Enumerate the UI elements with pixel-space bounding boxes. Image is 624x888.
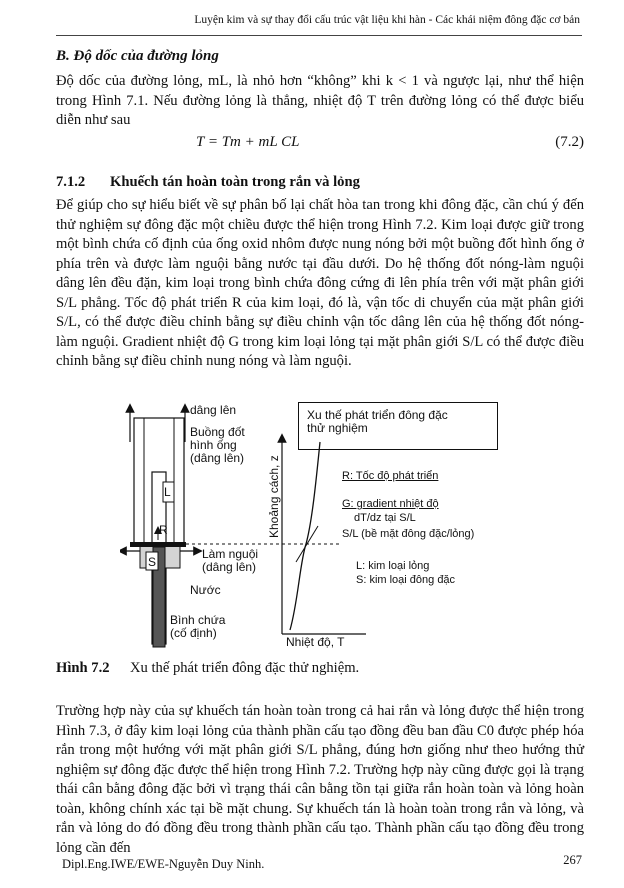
figure-title-box	[298, 402, 498, 450]
equation-row	[56, 134, 584, 154]
running-header: Luyện kim và sự thay đổi cấu trúc vật liệu khi hàn - Các khái niệm đông đặc cơ bản	[194, 14, 580, 26]
subsection-number: 7.1.2	[56, 174, 86, 190]
furnace-label: Buồng đốt hình ống (dâng lên)	[190, 425, 245, 465]
interface-bar	[130, 542, 186, 547]
legend-R: R: Tốc độ phát triển	[342, 470, 439, 482]
label-S: S	[148, 555, 157, 569]
section-heading: B. Độ dốc của đường lỏng	[56, 48, 219, 64]
figure-caption	[56, 660, 359, 677]
paragraph-text: Độ dốc của đường lỏng, mL, là nhỏ hơn “không” khi k < 1 và ngược lại, như thể hiện trong Hình 7.1. Nếu đường lỏng là thẳng, nhiệt độ T trên đường lỏng có thể được biểu diễn như sau	[56, 73, 584, 128]
figure-box-title: Xu thế phát triển đông đặc thử nghiệm	[307, 408, 448, 435]
footer-author: Dipl.Eng.IWE/EWE-Nguyễn Duy Ninh.	[62, 857, 265, 871]
water-label: Nước	[190, 583, 221, 597]
figure-7-2	[120, 402, 520, 652]
label-L: L	[164, 485, 171, 499]
caption-label: Hình 7.2	[56, 660, 110, 676]
header-rule	[56, 35, 582, 36]
label-R: R	[159, 523, 168, 537]
x-axis-label: Nhiệt độ, T	[286, 635, 345, 649]
subsection-heading	[56, 174, 360, 191]
paragraph-text: Để giúp cho sự hiểu biết về sự phân bố lại chất hòa tan trong khi đông đặc, cần chú ý đến thử nghiệm sự đông đặc một chiều được thể hiện trong Hình 7.2. Kim loại được giữ trong một bình chứa cố định của ống oxid nhôm được nung nóng bởi một buồng đốt hình ống ở phía trên và được làm nguội bằng nước tại đầu dưới. Do hệ thống đốt nóng-làm nguội dâng lên đều đặn, kim loại trong bình chứa đông cứng đi lên phía trên với mặt phân giới S/L phẳng. Tốc độ phát triển R của kim loại, đó là, vận tốc di chuyển của mặt phân giới S/L, có thể được điều chỉnh bằng sự điều chỉnh vận tốc dâng lên của hệ thống đốt nóng-làm nguội. Gradient nhiệt độ G trong kim loại lỏng tại mặt phân giới S/L có thể được điều chỉnh bằng sự điều chỉnh nung nóng và làm nguội.	[56, 197, 584, 369]
rise-label: dâng lên	[190, 403, 237, 417]
page-number: 267	[563, 853, 582, 867]
legend-G: G: gradient nhiệt độ	[342, 498, 439, 510]
legend-G-detail: dT/dz tại S/L	[354, 512, 416, 524]
section-b-paragraph	[56, 72, 584, 131]
paragraph-text: Trường hợp này của sự khuếch tán hoàn toàn trong cả hai rắn và lỏng được thể hiện trong Hình 7.3, ở đây kim loại lỏng của thành phần cấu tạo đồng đều ban đầu C0 được phép hóa rắn trong một hướng với mặt phân giới S/L phẳng, đúng hơn giống như theo hướng thử nghiệm sự đông đặc được thể hiện trong Hình 7.2. Trường hợp này cũng được gọi là trạng thái cân bằng đông đặc bởi vì trạng thái cân bằng tồn tại giữa rắn hoàn toàn và lỏng hoàn toàn, không chính xác tại bề mặt chung. Sự khuếch tán là hoàn toàn trong rắn và lỏng, và rắn và lỏng do đó đồng đều trong thành phần cấu tạo. Thành phần cấu tạo đồng đều trong lỏng cần đến	[56, 703, 584, 856]
container-label: Bình chứa (cố định)	[170, 613, 226, 640]
legend-SL: S/L (bề mặt đông đặc/lỏng)	[342, 528, 475, 540]
y-axis-label: Khoảng cách, z	[267, 455, 281, 538]
legend-L: L: kim loại lỏng	[356, 560, 430, 572]
subsection-paragraph	[56, 196, 584, 372]
subsection-title: Khuếch tán hoàn toàn trong rắn và lỏng	[110, 174, 360, 190]
equation-number: (7.2)	[555, 134, 584, 150]
cooling-label: Làm nguội (dâng lên)	[202, 547, 259, 574]
legend-S: S: kim loại đông đặc	[356, 574, 456, 586]
equation: T = Tm + mL CL	[196, 134, 300, 150]
temperature-profile	[290, 442, 320, 630]
caption-text: Xu thế phát triển đông đặc thử nghiệm.	[130, 660, 360, 676]
closing-paragraph	[56, 702, 584, 858]
